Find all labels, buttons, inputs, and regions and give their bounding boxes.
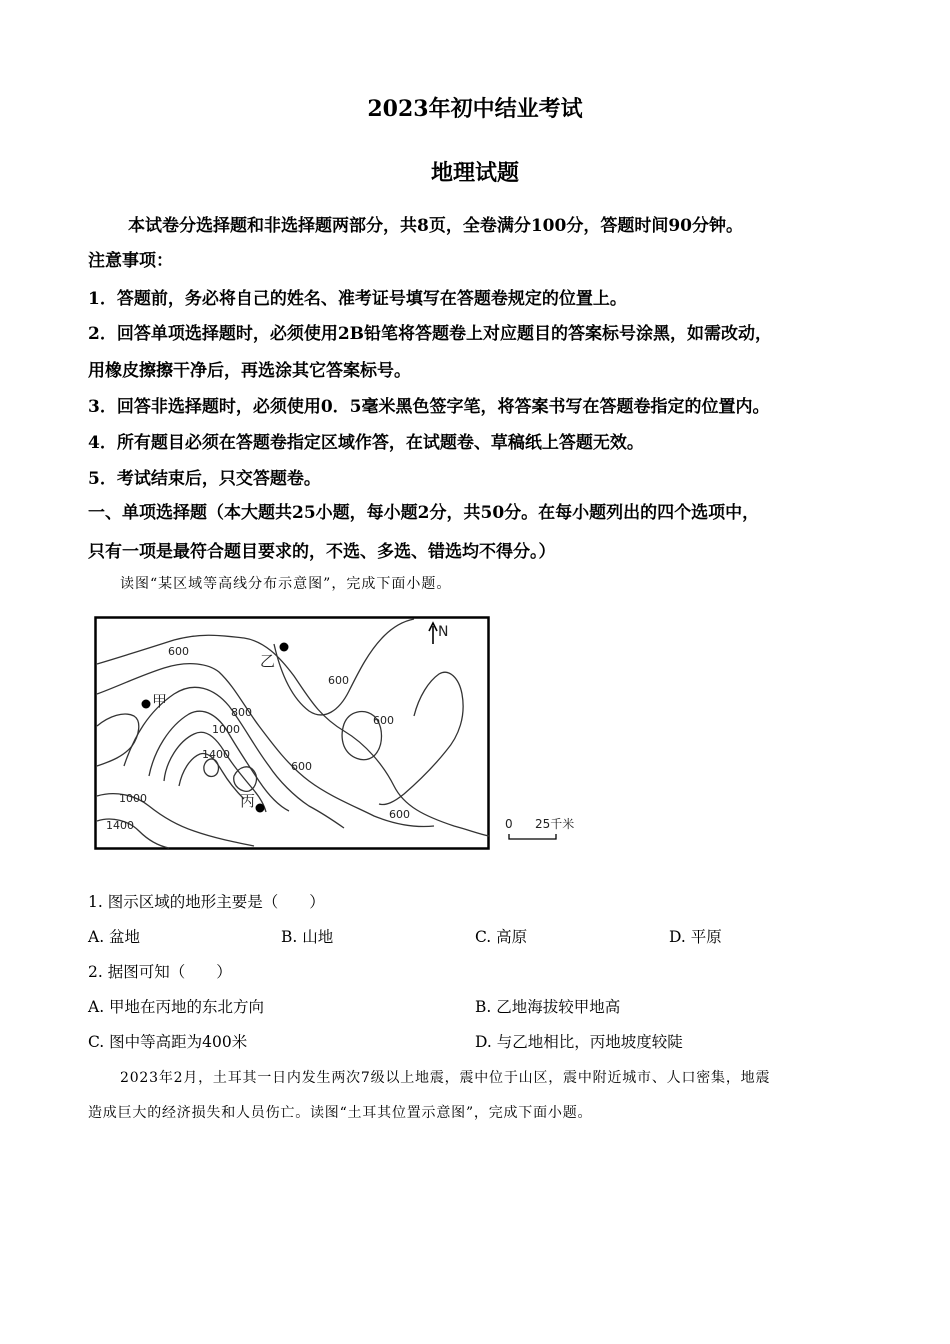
contour-label: 1400 bbox=[106, 819, 134, 832]
question-2-option-b: B. 乙地海拔较甲地高 bbox=[475, 998, 621, 1016]
place-bing-marker bbox=[256, 804, 265, 813]
notice-item: 5．考试结束后，只交答题卷。 bbox=[88, 469, 321, 489]
question-1-option-d: D. 平原 bbox=[669, 928, 722, 946]
place-yi-label: 乙 bbox=[260, 652, 276, 670]
contour-map bbox=[94, 616, 492, 852]
contour-label: 600 bbox=[373, 714, 394, 727]
question-2-stem: 2. 据图可知（ ） bbox=[88, 963, 232, 981]
notice-item: 4．所有题目必须在答题卷指定区域作答，在试题卷、草稿纸上答题无效。 bbox=[88, 433, 644, 453]
scale-zero: 0 bbox=[505, 817, 513, 831]
notice-item: 3．回答非选择题时，必须使用0．5毫米黑色签字笔，将答案书写在答题卷指定的位置内。 bbox=[88, 397, 770, 417]
contour-label: 600 bbox=[328, 674, 349, 687]
contour-label: 600 bbox=[168, 645, 189, 658]
scale-bar bbox=[500, 812, 590, 846]
question-1-option-b: B. 山地 bbox=[281, 928, 334, 946]
contour-label: 600 bbox=[389, 808, 410, 821]
map-frame bbox=[96, 618, 489, 849]
section-heading: 一、单项选择题（本大题共25小题，每小题2分，共50分。在每小题列出的四个选项中， bbox=[88, 503, 760, 523]
contour-label: 800 bbox=[231, 706, 252, 719]
exam-subject: 地理试题 bbox=[430, 160, 519, 186]
contour-label: 1000 bbox=[119, 792, 147, 805]
map-intro: 读图“某区域等高线分布示意图”，完成下面小题。 bbox=[120, 576, 452, 592]
place-jia-marker bbox=[142, 700, 151, 709]
place-bing-label: 丙 bbox=[240, 792, 256, 810]
notice-item: 用橡皮擦擦干净后，再选涂其它答案标号。 bbox=[88, 361, 411, 381]
place-jia-label: 甲 bbox=[152, 692, 168, 710]
notice-item: 2．回答单项选择题时，必须使用2B铅笔将答题卷上对应题目的答案标号涂黑，如需改动， bbox=[88, 324, 773, 344]
notice-heading: 注意事项： bbox=[88, 251, 173, 271]
svg-text:N: N bbox=[438, 624, 449, 640]
question-1-option-a: A. 盆地 bbox=[88, 928, 141, 946]
question-2-option-c: C. 图中等高距为400米 bbox=[88, 1033, 248, 1051]
question-1-stem: 1. 图示区域的地形主要是（ ） bbox=[88, 893, 325, 911]
place-yi-marker bbox=[280, 643, 289, 652]
question-1-option-c: C. 高原 bbox=[475, 928, 528, 946]
question-2-option-d: D. 与乙地相比，丙地坡度较陡 bbox=[475, 1033, 683, 1051]
passage-line: 造成巨大的经济损失和人员伤亡。读图“土耳其位置示意图”，完成下面小题。 bbox=[88, 1105, 593, 1121]
contour-label: 1000 bbox=[212, 723, 240, 736]
passage-line: 2023年2月，土耳其一日内发生两次7级以上地震，震中位于山区，震中附近城市、人口密集，地震 bbox=[120, 1070, 771, 1086]
question-2-option-a: A. 甲地在丙地的东北方向 bbox=[88, 998, 265, 1016]
notice-item: 1．答题前，务必将自己的姓名、准考证号填写在答题卷规定的位置上。 bbox=[88, 289, 627, 309]
contour-label: 600 bbox=[291, 760, 312, 773]
section-heading: 只有一项是最符合题目要求的，不选、多选、错选均不得分。） bbox=[88, 542, 556, 562]
exam-title: 2023年初中结业考试 bbox=[367, 96, 583, 122]
contour-label: 1400 bbox=[202, 748, 230, 761]
intro-paragraph: 本试卷分选择题和非选择题两部分，共8页，全卷满分100分，答题时间90分钟。 bbox=[128, 216, 743, 236]
scale-distance: 25千米 bbox=[535, 817, 575, 831]
